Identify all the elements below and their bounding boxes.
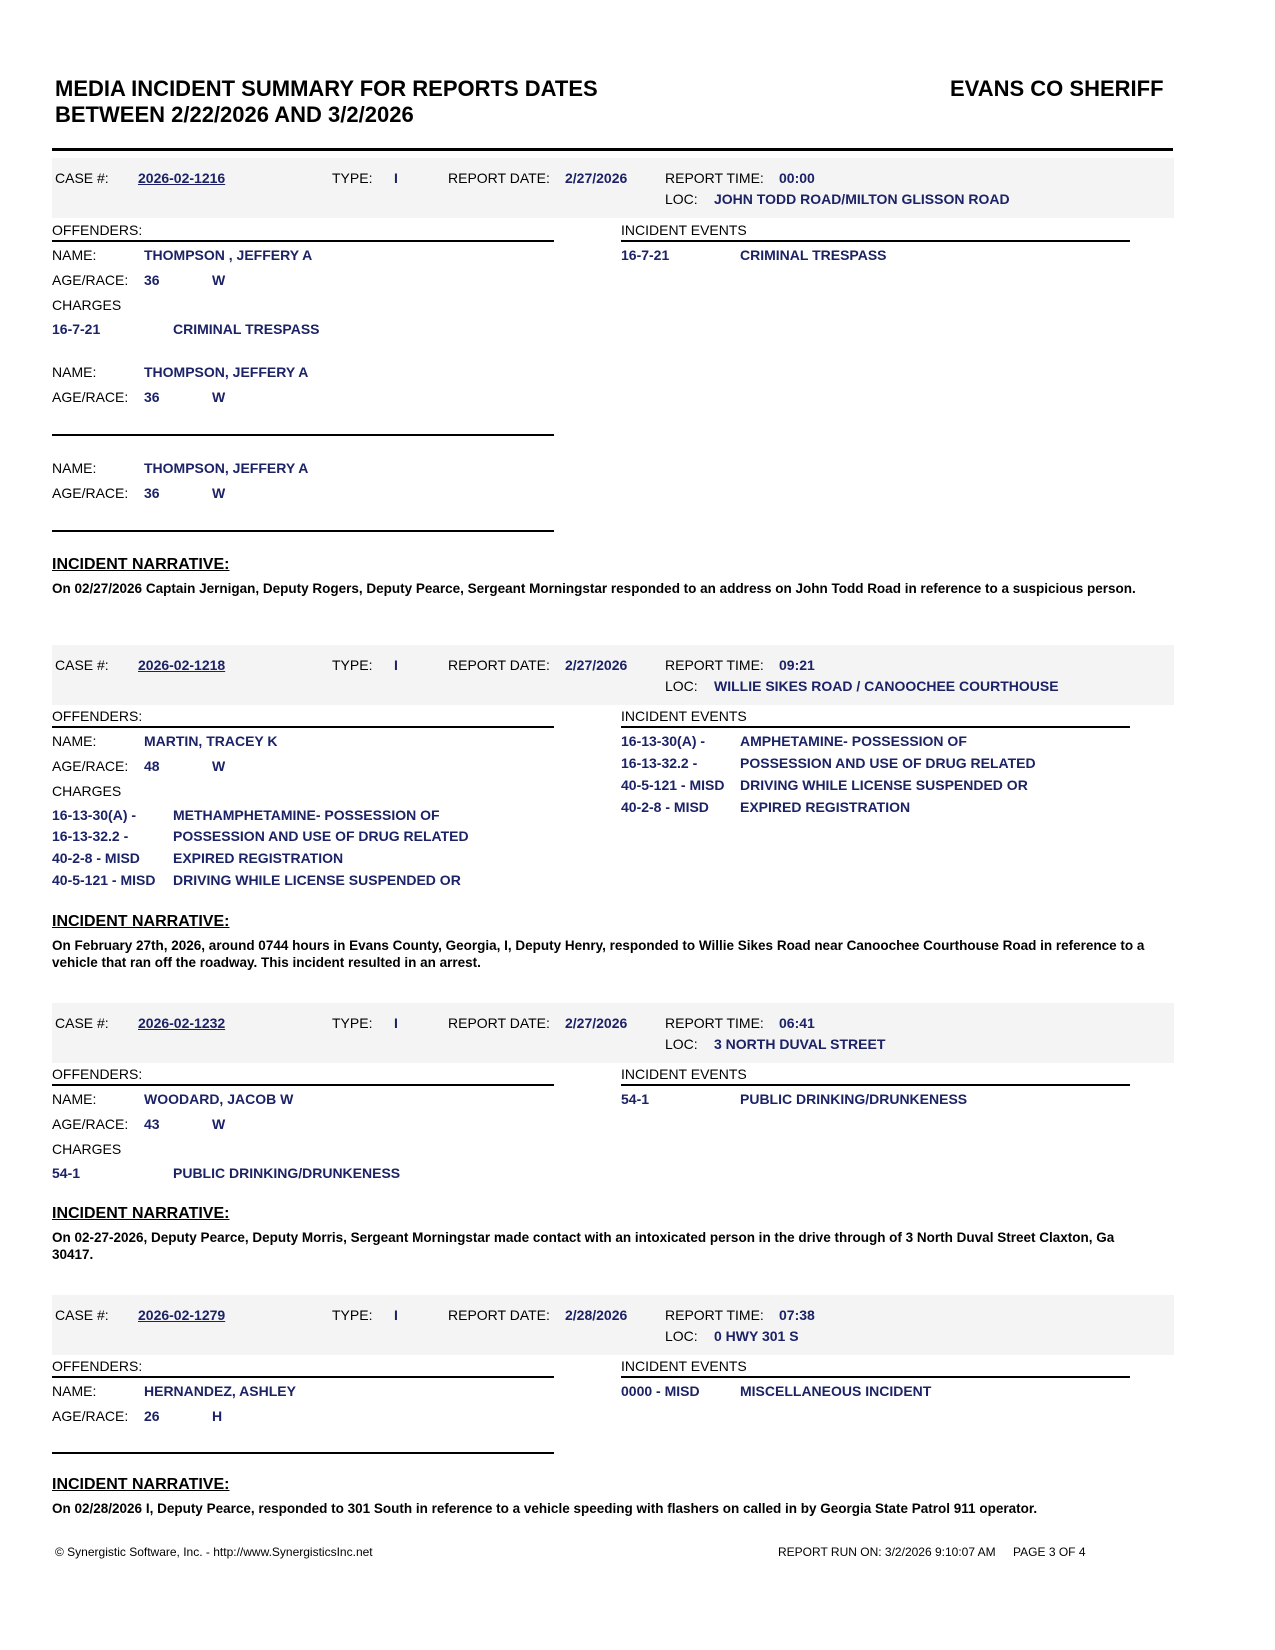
event-code: 16-13-30(A) -	[621, 733, 706, 749]
case-header-band	[52, 1003, 1174, 1063]
type-value: I	[394, 657, 398, 673]
case-header-band	[52, 158, 1174, 218]
age-race-label: AGE/RACE:	[52, 758, 129, 774]
event-desc: DRIVING WHILE LICENSE SUSPENDED OR	[740, 777, 1028, 793]
age-race-label: AGE/RACE:	[52, 272, 129, 288]
report-time-label: REPORT TIME:	[665, 657, 764, 673]
offenders-heading: OFFENDERS:	[52, 1066, 143, 1082]
offender-name: THOMPSON, JEFFERY A	[144, 460, 309, 476]
incident-events-rule	[621, 1376, 1130, 1378]
report-date-label: REPORT DATE:	[448, 170, 550, 186]
charge-code: 40-2-8 - MISD	[52, 850, 140, 866]
case-header-band	[52, 645, 1174, 705]
offender-race: W	[212, 485, 226, 501]
loc-label: LOC:	[665, 1036, 698, 1052]
age-race-label: AGE/RACE:	[52, 389, 129, 405]
name-label: NAME:	[52, 1091, 97, 1107]
event-desc: PUBLIC DRINKING/DRUNKENESS	[740, 1091, 968, 1107]
charge-desc: EXPIRED REGISTRATION	[173, 850, 344, 866]
report-time-label: REPORT TIME:	[665, 1015, 764, 1031]
charge-code: 16-7-21	[52, 321, 101, 337]
charge-code: 16-13-32.2 -	[52, 828, 129, 844]
report-date-value: 2/28/2026	[565, 1307, 628, 1323]
report-title-line1: MEDIA INCIDENT SUMMARY FOR REPORTS DATES	[55, 76, 598, 101]
type-label: TYPE:	[332, 657, 373, 673]
type-value: I	[394, 1015, 398, 1031]
narrative-text: On 02-27-2026, Deputy Pearce, Deputy Morris, Sergeant Morningstar made contact with an intoxicated person in the drive through of 3 North Duval Street Claxton, Ga 30417.	[52, 1230, 1115, 1262]
incident-events-heading: INCIDENT EVENTS	[621, 222, 747, 238]
case-header-band	[52, 1295, 1174, 1355]
report-time-value: 00:00	[779, 170, 815, 186]
report-time-value: 09:21	[779, 657, 815, 673]
offender-age: 48	[144, 758, 160, 774]
name-label: NAME:	[52, 247, 97, 263]
offender-age: 36	[144, 389, 160, 405]
charges-label: CHARGES	[52, 297, 122, 313]
offender-race: W	[212, 389, 226, 405]
offender-age: 43	[144, 1116, 160, 1132]
event-desc: EXPIRED REGISTRATION	[740, 799, 911, 815]
offenders-rule	[52, 726, 554, 728]
case-number-label: CASE #:	[55, 170, 109, 186]
narrative-heading: INCIDENT NARRATIVE:	[52, 556, 230, 573]
incident-events-rule	[621, 240, 1130, 242]
offenders-heading: OFFENDERS:	[52, 222, 143, 238]
header-divider	[52, 148, 1173, 151]
event-code: 54-1	[621, 1091, 650, 1107]
loc-value: WILLIE SIKES ROAD / CANOOCHEE COURTHOUSE	[714, 678, 1059, 694]
name-label: NAME:	[52, 364, 97, 380]
report-date-value: 2/27/2026	[565, 657, 628, 673]
age-race-label: AGE/RACE:	[52, 1116, 129, 1132]
page-number: PAGE 3 OF 4	[1013, 1545, 1086, 1559]
incident-events-heading: INCIDENT EVENTS	[621, 1358, 747, 1374]
type-value: I	[394, 1307, 398, 1323]
offenders-rule	[52, 1376, 554, 1378]
type-label: TYPE:	[332, 1307, 373, 1323]
narrative-text: On 02/28/2026 I, Deputy Pearce, responded to 301 South in reference to a vehicle speeding with flashers on called in by Georgia State Patrol 911 operator.	[52, 1501, 1038, 1516]
narrative-text: On 02/27/2026 Captain Jernigan, Deputy Rogers, Deputy Pearce, Sergeant Morningstar responded to an address on John Todd Road in reference to a suspicious person.	[52, 581, 1136, 596]
case-number-label: CASE #:	[55, 657, 109, 673]
event-desc: MISCELLANEOUS INCIDENT	[740, 1383, 932, 1399]
age-race-label: AGE/RACE:	[52, 1408, 129, 1424]
case-number-label: CASE #:	[55, 1015, 109, 1031]
footer-run-info	[778, 1545, 1086, 1559]
offenders-rule	[52, 240, 554, 242]
offender-race: W	[212, 758, 226, 774]
report-title-line2: BETWEEN 2/22/2026 AND 3/2/2026	[55, 102, 414, 127]
offender-separator	[52, 530, 554, 532]
incident-events-heading: INCIDENT EVENTS	[621, 1066, 747, 1082]
agency-name: EVANS CO SHERIFF	[950, 76, 1164, 101]
offender-name: HERNANDEZ, ASHLEY	[144, 1383, 296, 1399]
event-desc: POSSESSION AND USE OF DRUG RELATED	[740, 755, 1036, 771]
case-number-label: CASE #:	[55, 1307, 109, 1323]
case-number-link[interactable]: 2026-02-1279	[138, 1307, 226, 1323]
offender-name: WOODARD, JACOB W	[144, 1091, 294, 1107]
offender-age: 36	[144, 485, 160, 501]
narrative-text: On February 27th, 2026, around 0744 hours in Evans County, Georgia, I, Deputy Henry, responded to Willie Sikes Road near Canoochee Courthouse Road in reference to a vehicle that ran off the roadway. This incident resulted in an arrest.	[52, 938, 1145, 970]
loc-value: 0 HWY 301 S	[714, 1328, 799, 1344]
name-label: NAME:	[52, 733, 97, 749]
offenders-heading: OFFENDERS:	[52, 1358, 143, 1374]
charge-code: 40-5-121 - MISD	[52, 872, 156, 888]
charge-desc: METHAMPHETAMINE- POSSESSION OF	[173, 807, 440, 823]
name-label: NAME:	[52, 460, 97, 476]
narrative-heading: INCIDENT NARRATIVE:	[52, 1205, 230, 1222]
offenders-heading: OFFENDERS:	[52, 708, 143, 724]
event-desc: AMPHETAMINE- POSSESSION OF	[740, 733, 967, 749]
report-date-label: REPORT DATE:	[448, 1015, 550, 1031]
type-label: TYPE:	[332, 1015, 373, 1031]
case-number-link[interactable]: 2026-02-1216	[138, 170, 226, 186]
incident-events-rule	[621, 726, 1130, 728]
offender-name: MARTIN, TRACEY K	[144, 733, 278, 749]
report-time-label: REPORT TIME:	[665, 1307, 764, 1323]
offender-separator	[52, 434, 554, 436]
type-label: TYPE:	[332, 170, 373, 186]
loc-label: LOC:	[665, 678, 698, 694]
loc-label: LOC:	[665, 191, 698, 207]
report-run-value: 3/2/2026 9:10:07 AM	[884, 1545, 996, 1559]
report-time-value: 06:41	[779, 1015, 815, 1031]
report-date-value: 2/27/2026	[565, 1015, 628, 1031]
narrative-heading: INCIDENT NARRATIVE:	[52, 913, 230, 930]
type-value: I	[394, 170, 398, 186]
offender-name: THOMPSON , JEFFERY A	[144, 247, 313, 263]
age-race-label: AGE/RACE:	[52, 485, 129, 501]
offender-race: W	[212, 272, 226, 288]
charges-label: CHARGES	[52, 1141, 122, 1157]
offenders-rule	[52, 1084, 554, 1086]
event-code: 40-2-8 - MISD	[621, 799, 709, 815]
loc-label: LOC:	[665, 1328, 698, 1344]
name-label: NAME:	[52, 1383, 97, 1399]
event-code: 16-13-32.2 -	[621, 755, 698, 771]
report-date-value: 2/27/2026	[565, 170, 628, 186]
report-time-label: REPORT TIME:	[665, 170, 764, 186]
report-title	[55, 76, 598, 128]
charge-code: 16-13-30(A) -	[52, 807, 137, 823]
loc-value: JOHN TODD ROAD/MILTON GLISSON ROAD	[714, 191, 1010, 207]
narrative-heading: INCIDENT NARRATIVE:	[52, 1476, 230, 1493]
charge-desc: POSSESSION AND USE OF DRUG RELATED	[173, 828, 469, 844]
incident-events-heading: INCIDENT EVENTS	[621, 708, 747, 724]
case-number-link[interactable]: 2026-02-1218	[138, 657, 226, 673]
offender-race: H	[212, 1408, 223, 1424]
loc-value: 3 NORTH DUVAL STREET	[714, 1036, 886, 1052]
event-code: 16-7-21	[621, 247, 670, 263]
charges-label: CHARGES	[52, 783, 122, 799]
case-number-link[interactable]: 2026-02-1232	[138, 1015, 226, 1031]
report-run-label: REPORT RUN ON:	[778, 1545, 882, 1559]
offender-age: 26	[144, 1408, 160, 1424]
event-desc: CRIMINAL TRESPASS	[740, 247, 887, 263]
charge-desc: PUBLIC DRINKING/DRUNKENESS	[173, 1165, 401, 1181]
offender-separator	[52, 1452, 554, 1454]
incident-events-rule	[621, 1084, 1130, 1086]
offender-age: 36	[144, 272, 160, 288]
footer-copyright: © Synergistic Software, Inc. - http://www.SynergisticsInc.net	[55, 1545, 373, 1559]
offender-race: W	[212, 1116, 226, 1132]
charge-desc: DRIVING WHILE LICENSE SUSPENDED OR	[173, 872, 461, 888]
charge-desc: CRIMINAL TRESPASS	[173, 321, 320, 337]
event-code: 0000 - MISD	[621, 1383, 700, 1399]
offender-name: THOMPSON, JEFFERY A	[144, 364, 309, 380]
report-time-value: 07:38	[779, 1307, 815, 1323]
report-date-label: REPORT DATE:	[448, 657, 550, 673]
report-date-label: REPORT DATE:	[448, 1307, 550, 1323]
charge-code: 54-1	[52, 1165, 81, 1181]
event-code: 40-5-121 - MISD	[621, 777, 725, 793]
